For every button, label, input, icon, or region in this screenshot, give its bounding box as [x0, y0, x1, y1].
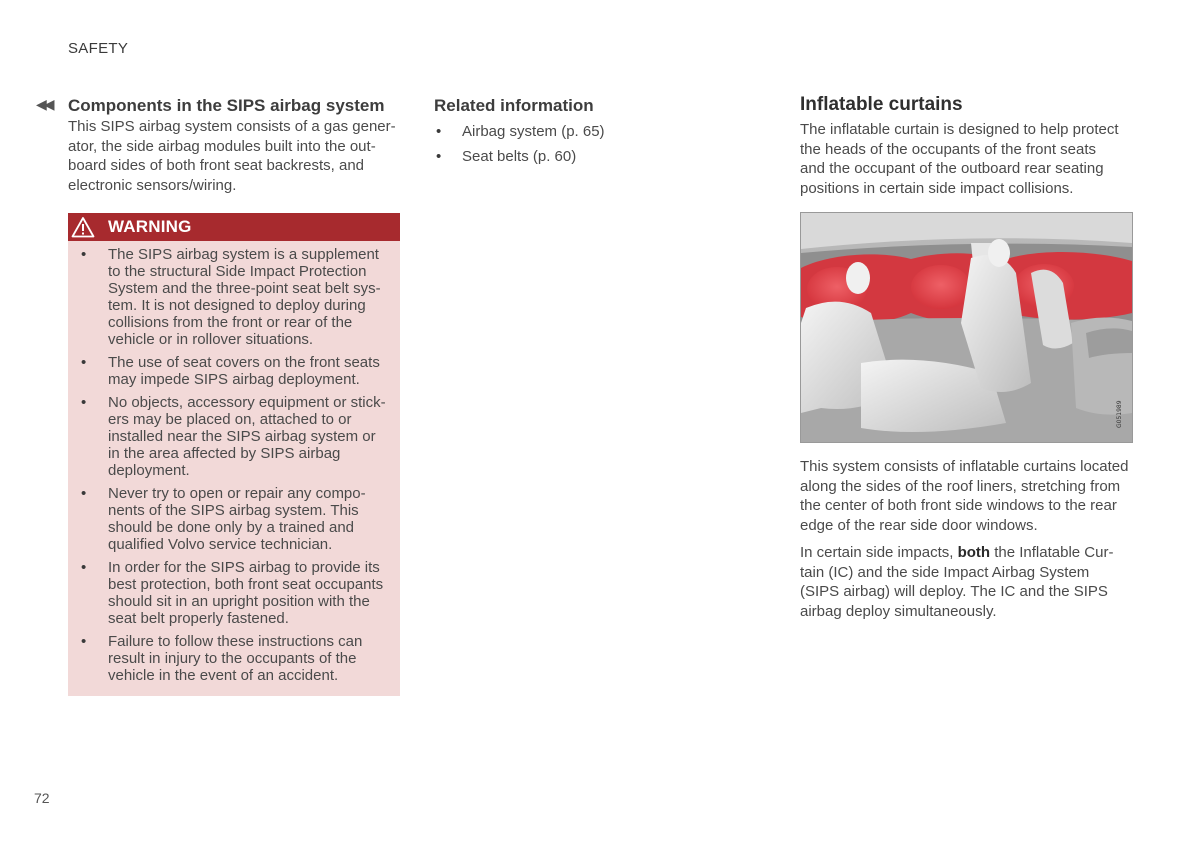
warning-item-line: collisions from the front or rear of the	[108, 314, 353, 331]
related-section	[434, 95, 734, 169]
inflatable-description	[800, 457, 1140, 621]
warning-item-line: System and the three-point seat belt sys-	[108, 280, 381, 297]
related-link-seat-belts[interactable]: • Seat belts (p. 60)	[434, 144, 734, 169]
intro-line: The inflatable curtain is designed to help protect	[800, 121, 1119, 138]
warning-header	[68, 213, 400, 241]
warning-title: WARNING	[108, 217, 192, 236]
components-body-line: electronic sensors/wiring.	[68, 176, 237, 194]
intro-line: positions in certain side impact collisions.	[800, 179, 1074, 197]
warning-item-line: should sit in an upright position with the	[108, 593, 370, 610]
figure-code: G051989	[1116, 400, 1123, 428]
warning-item-line: best protection, both front seat occupants	[108, 576, 384, 593]
warning-item-line: may impede SIPS airbag deployment.	[108, 371, 360, 388]
warning-item	[68, 246, 390, 348]
warning-item-line: Failure to follow these instructions can	[108, 633, 363, 650]
warning-item-line: to the structural Side Impact Protection	[108, 263, 367, 280]
warning-item-line: In order for the SIPS airbag to provide its	[108, 559, 380, 576]
para1-line: along the sides of the roof liners, stretching from	[800, 477, 1121, 495]
warning-item	[68, 354, 390, 388]
warning-item-line: qualified Volvo service technician.	[108, 536, 333, 553]
warning-list	[68, 241, 400, 684]
warning-item-line: tem. It is not designed to deploy during	[108, 297, 366, 314]
related-link-airbag-system[interactable]: • Airbag system (p. 65)	[434, 119, 734, 144]
para2-line: (SIPS airbag) will deploy. The IC and the SIPS	[800, 583, 1108, 600]
double-chevron-left-icon: ◀◀	[36, 96, 52, 112]
car-interior-illustration	[801, 213, 1132, 442]
warning-box	[68, 213, 400, 696]
warning-item	[68, 559, 390, 627]
related-list	[434, 119, 734, 169]
related-heading: Related information	[434, 96, 594, 115]
inflatable-curtains-heading: Inflatable curtains	[800, 94, 963, 115]
intro-line: and the occupant of the outboard rear seating	[800, 160, 1104, 177]
components-body-line: ator, the side airbag modules built into the out-	[68, 137, 376, 155]
warning-item-line: installed near the SIPS airbag system or	[108, 428, 376, 445]
warning-item-line: in the area affected by SIPS airbag	[108, 445, 341, 462]
warning-item-line: seat belt properly fastened.	[108, 610, 289, 627]
warning-item	[68, 394, 390, 479]
components-body	[68, 117, 400, 195]
warning-triangle-icon	[71, 216, 95, 238]
para2-post: the Inflatable Cur-	[990, 544, 1114, 561]
warning-item	[68, 485, 390, 553]
inflatable-curtains-section	[800, 93, 1134, 198]
intro-line: the heads of the occupants of the front seats	[800, 140, 1097, 158]
warning-item-line: The use of seat covers on the front seats	[108, 354, 380, 371]
components-body-line: board sides of both front seat backrests, and	[68, 157, 365, 174]
warning-item-line: The SIPS airbag system is a supplement	[108, 246, 379, 263]
warning-item-line: ers may be placed on, attached to or	[108, 411, 352, 428]
para1-line: the center of both front side windows to the rear	[800, 497, 1117, 514]
page-number: 72	[34, 790, 50, 806]
warning-item-line: Never try to open or repair any compo-	[108, 485, 366, 502]
warning-item	[68, 633, 390, 684]
warning-item-line: vehicle or in rollover situations.	[108, 331, 314, 348]
para2-pre: In certain side impacts,	[800, 544, 958, 561]
warning-item-line: vehicle in the event of an accident.	[108, 667, 339, 684]
para1-line: This system consists of inflatable curtains located	[800, 458, 1129, 475]
components-section	[68, 95, 400, 195]
section-header: SAFETY	[68, 40, 129, 57]
para2-line	[800, 543, 1140, 563]
para2-bold: both	[957, 544, 991, 561]
inflatable-curtain-illustration	[800, 212, 1133, 443]
components-heading: Components in the SIPS airbag system	[68, 96, 385, 115]
warning-item-line: should be done only by a trained and	[108, 519, 355, 536]
inflatable-intro	[800, 120, 1134, 198]
para2-line: tain (IC) and the side Impact Airbag System	[800, 563, 1090, 581]
warning-item-line: nents of the SIPS airbag system. This	[108, 502, 359, 519]
components-body-line: This SIPS airbag system consists of a gas gener-	[68, 118, 396, 135]
warning-item-line: No objects, accessory equipment or stick-	[108, 394, 386, 411]
warning-item-line: result in injury to the occupants of the	[108, 650, 357, 667]
para2-line: airbag deploy simultaneously.	[800, 602, 997, 620]
warning-item-line: deployment.	[108, 462, 190, 479]
para1-line: edge of the rear side door windows.	[800, 516, 1038, 534]
